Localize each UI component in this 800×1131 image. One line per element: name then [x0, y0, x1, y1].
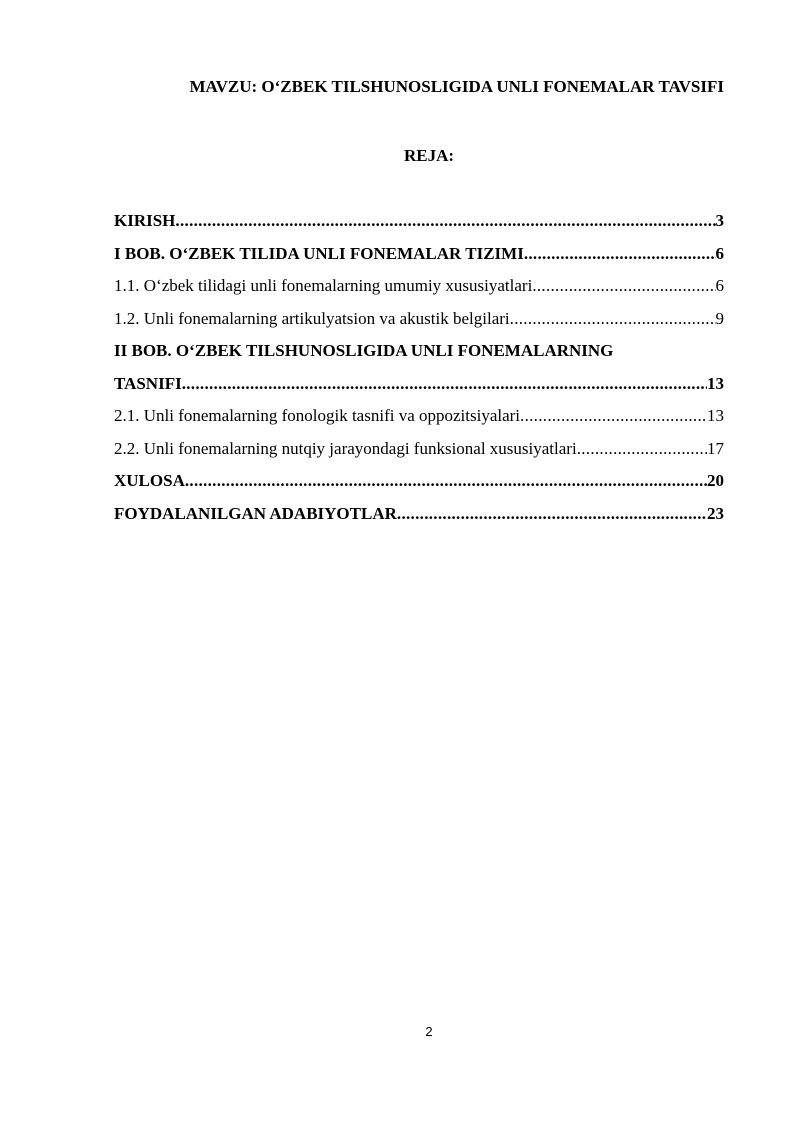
- toc-dot-leader: [182, 368, 707, 401]
- toc-entry-title: FOYDALANILGAN ADABIYOTLAR: [114, 503, 397, 523]
- toc-entry-page: 20: [707, 471, 724, 490]
- toc-entry-section-1-2[interactable]: [114, 303, 724, 336]
- toc-entry-title-part: II BOB. O‘ZBEK TILSHUNOSLIGIDA UNLI FONEMALARNING: [114, 341, 614, 360]
- plan-title: REJA:: [403, 146, 455, 165]
- toc-entry-section-2-1[interactable]: [114, 400, 724, 433]
- toc-entry-chapter-2[interactable]: [114, 335, 724, 400]
- toc-entry-title: 2.1. Unli fonemalarning fonologik tasnifi va oppozitsiyalari: [114, 406, 521, 425]
- page-number: 2: [425, 1024, 433, 1039]
- toc-entry-title-line: [114, 335, 724, 368]
- table-of-contents: [114, 205, 724, 530]
- document-topic: MAVZU: O‘ZBEK TILSHUNOSLIGIDA UNLI FONEMALAR TAVSIFI: [189, 77, 724, 96]
- toc-entry-title: I BOB. O‘ZBEK TILIDA UNLI FONEMALAR TIZIMI: [114, 243, 524, 263]
- toc-entry-title: TASNIFI: [114, 373, 182, 393]
- toc-entry-page: 13: [707, 373, 724, 393]
- toc-entry-section-1-1[interactable]: [114, 270, 724, 303]
- toc-entry-page: 9: [715, 308, 724, 328]
- toc-entry-page: 23: [707, 503, 724, 523]
- toc-entry-page: 13: [707, 406, 724, 425]
- toc-dot-leader: [524, 238, 716, 271]
- toc-entry-xulosa[interactable]: [114, 465, 724, 498]
- toc-entry-page: 3: [715, 211, 724, 230]
- toc-dot-leader: [397, 498, 707, 531]
- toc-entry-references[interactable]: [114, 498, 724, 531]
- toc-entry-title: KIRISH: [114, 211, 176, 230]
- toc-entry-chapter-1[interactable]: [114, 238, 724, 271]
- toc-dot-leader: [185, 465, 707, 498]
- toc-entry-page: 6: [715, 276, 724, 295]
- toc-entry-page: 6: [715, 243, 724, 263]
- toc-entry-title: 1.2. Unli fonemalarning artikulyatsion va akustik belgilari: [114, 308, 510, 328]
- toc-entry-section-2-2[interactable]: [114, 433, 724, 466]
- toc-entry-title: 2.2. Unli fonemalarning nutqiy jarayondagi funksional xususiyatlari: [114, 438, 577, 458]
- toc-dot-leader: [510, 303, 716, 336]
- toc-dot-leader: [175, 205, 715, 238]
- toc-entry-page: 17: [707, 438, 724, 458]
- toc-dot-leader: [577, 433, 707, 466]
- toc-entry-title: XULOSA: [114, 471, 185, 490]
- toc-entry-kirish[interactable]: [114, 205, 724, 238]
- toc-entry-title: 1.1. O‘zbek tilidagi unli fonemalarning umumiy xususiyatlari: [114, 276, 533, 295]
- toc-dot-leader: [520, 400, 707, 433]
- toc-dot-leader: [532, 270, 715, 303]
